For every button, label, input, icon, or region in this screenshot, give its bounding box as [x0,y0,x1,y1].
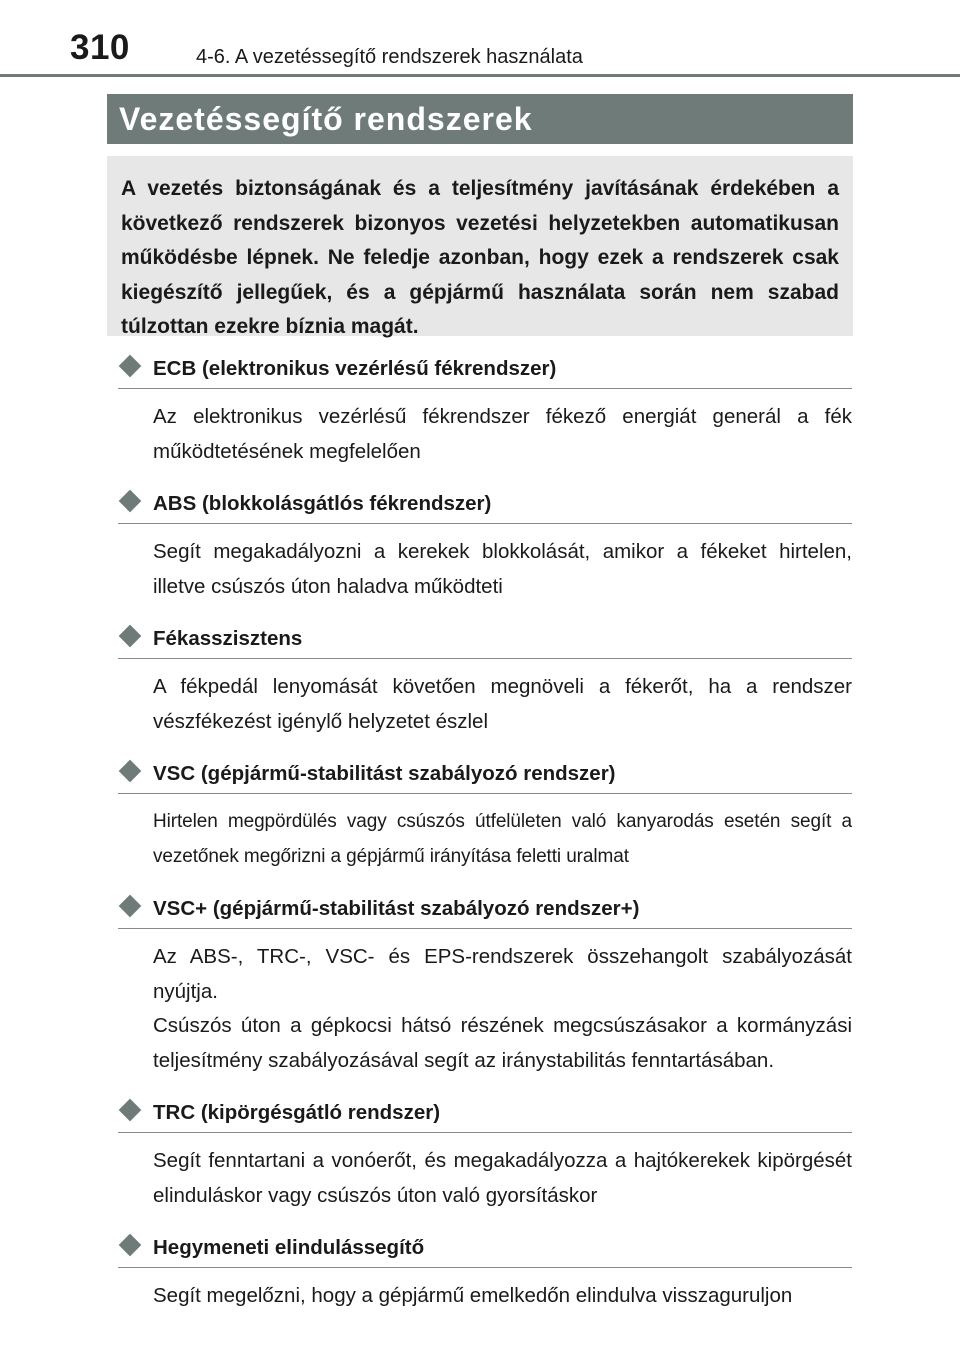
list-item [118,757,852,874]
intro-box [107,156,853,336]
item-description [118,659,852,739]
item-title: ECB (elektronikus vezérlésű fékrendszer) [153,357,557,380]
list-item [118,1096,852,1213]
item-paragraph: Segít fenntartani a vonóerőt, és megakadályozza a hajtókerekek kipörgését elinduláskor vagy csúszós úton való gyorsításkor [153,1149,852,1207]
diamond-bullet-icon [119,1099,142,1122]
item-paragraph: A fékpedál lenyomását követően megnöveli a fékerőt, ha a rendszer vészfékezést igénylő helyzetet észlel [153,675,852,733]
header-divider [0,74,960,77]
list-item [118,352,852,469]
diamond-bullet-icon [119,625,142,648]
intro-text: A vezetés biztonságának és a teljesítmény javításának érdekében a következő rendszerek bizonyos vezetési helyzetekben automatikusan működésbe lépnek. Ne feledje azonban, hogy ezek a rendszerek csak kiegészítő jellegűek, és a gépjármű használata során nem szabad túlzottan ezekre bíznia magát. [121,177,839,338]
item-title: VSC (gépjármű-stabilitást szabályozó rendszer) [153,762,616,785]
diamond-bullet-icon [119,490,142,513]
systems-list [118,352,852,1332]
item-paragraph: Az ABS-, TRC-, VSC- és EPS-rendszerek összehangolt szabályozását nyújtja. [153,945,852,1003]
item-description [118,929,852,1078]
page-title: Vezetéssegítő rendszerek [119,101,533,137]
item-title: Fékasszisztens [153,627,303,650]
list-item [118,622,852,739]
item-heading [118,352,852,389]
diamond-bullet-icon [119,760,142,783]
list-item [118,1231,852,1314]
item-title: TRC (kipörgésgátló rendszer) [153,1101,441,1124]
item-heading [118,622,852,659]
item-paragraph: Csúszós úton a gépkocsi hátsó részének megcsúszásakor a kormányzási teljesítmény szabályozásával segít az iránystabilitás fenntartásában. [153,1014,852,1072]
item-description [118,389,852,469]
item-paragraph: Az elektronikus vezérlésű fékrendszer fékező energiát generál a fék működtetésének megfelelően [153,405,852,463]
item-description [118,794,852,874]
item-title: Hegymeneti elindulássegítő [153,1236,425,1259]
item-heading [118,757,852,794]
item-paragraph: Hirtelen megpördülés vagy csúszós útfelületen való kanyarodás esetén segít a vezetőnek megőrizni a gépjármű irányítása feletti uralmat [153,811,852,867]
list-item [118,487,852,604]
item-heading [118,487,852,524]
item-heading [118,892,852,929]
item-heading [118,1231,852,1268]
page-header [0,0,960,80]
item-description [118,1268,852,1314]
item-title: ABS (blokkolásgátlós fékrendszer) [153,492,492,515]
item-description [118,524,852,604]
item-title: VSC+ (gépjármű-stabilitást szabályozó rendszer+) [153,897,640,920]
item-description [118,1133,852,1213]
title-bar [107,94,853,144]
section-label: 4-6. A vezetéssegítő rendszerek használata [196,46,583,68]
item-paragraph: Segít megelőzni, hogy a gépjármű emelkedőn elindulva visszaguruljon [153,1284,793,1307]
diamond-bullet-icon [119,895,142,918]
diamond-bullet-icon [119,355,142,378]
page-number: 310 [70,28,130,67]
item-heading [118,1096,852,1133]
diamond-bullet-icon [119,1234,142,1257]
list-item [118,892,852,1078]
item-paragraph: Segít megakadályozni a kerekek blokkolását, amikor a fékeket hirtelen, illetve csúszós úton haladva működteti [153,540,852,598]
